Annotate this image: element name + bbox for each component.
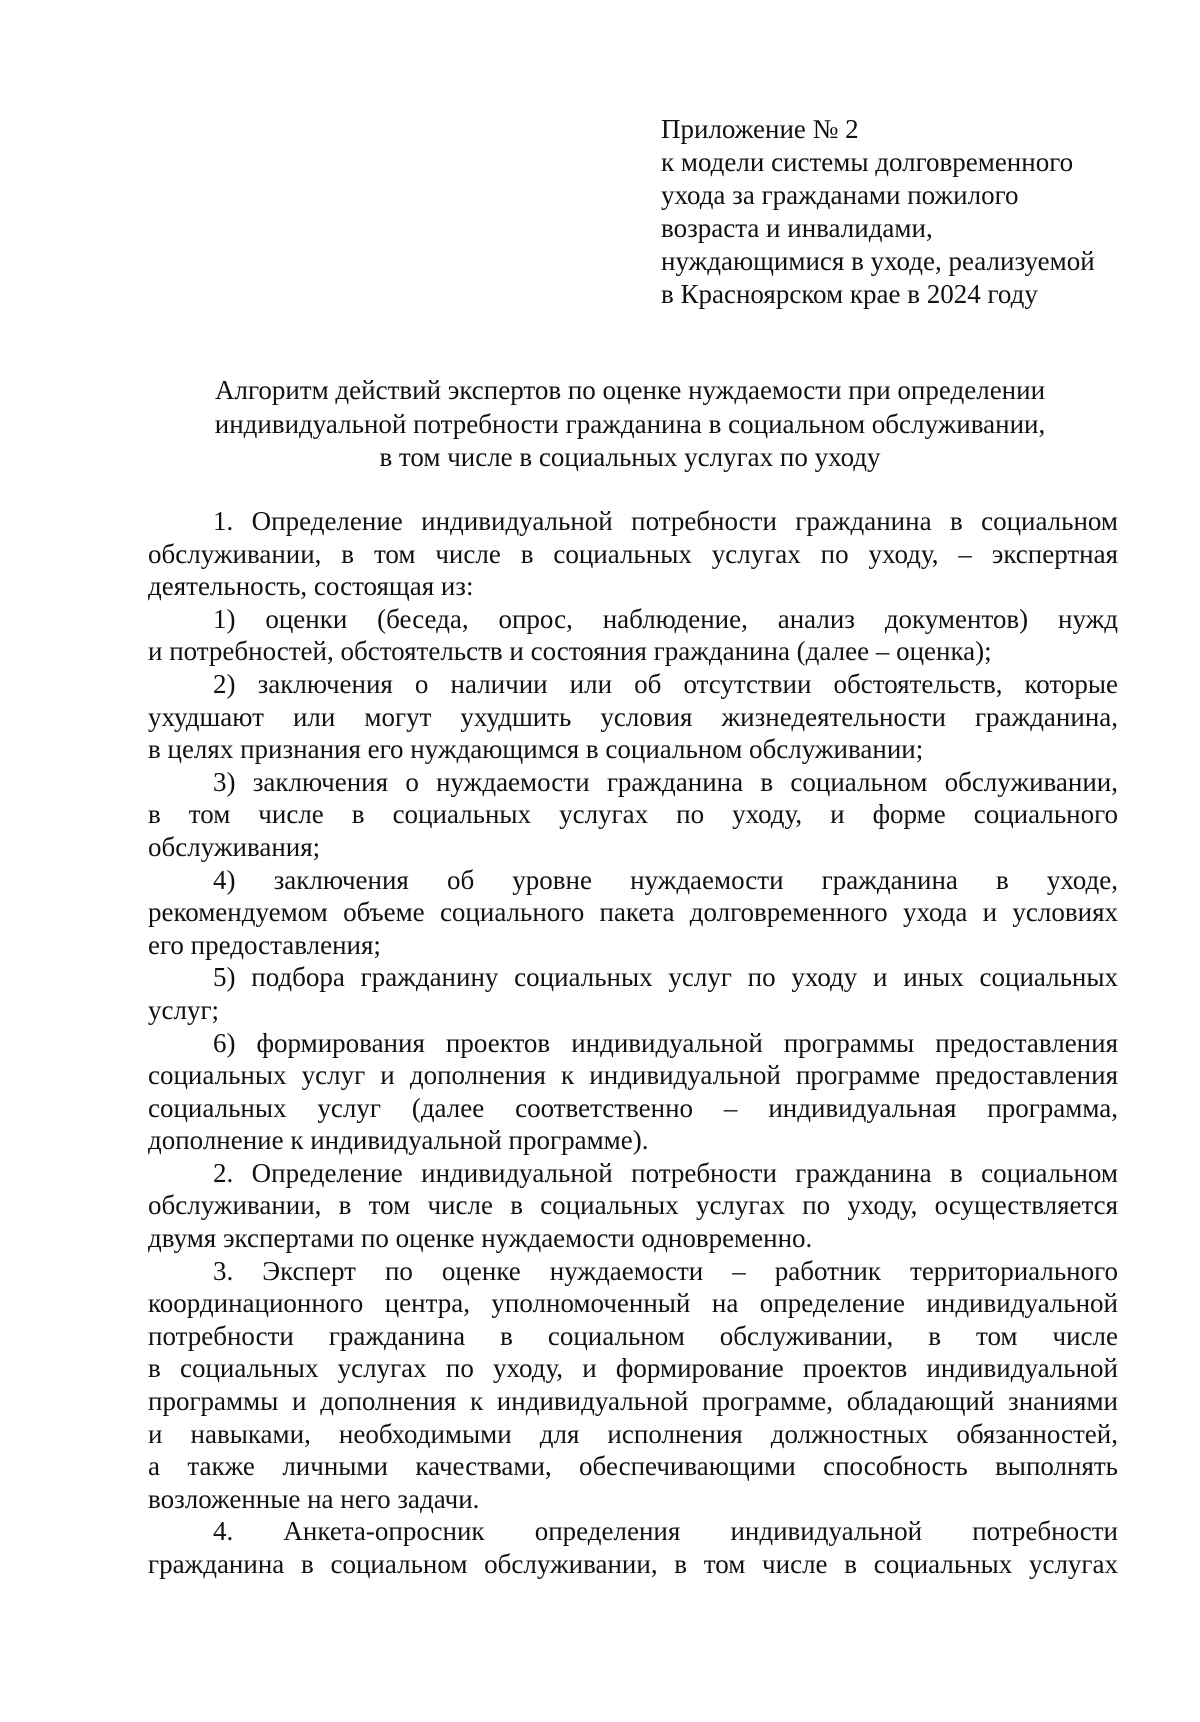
paragraph — [148, 668, 1118, 766]
paragraph-line: а также личными качествами, обеспечивающими способность выполнять — [148, 1451, 1118, 1482]
paragraph-line: возложенные на него задачи. — [148, 1483, 480, 1514]
paragraph — [148, 1027, 1118, 1157]
paragraph — [148, 766, 1118, 864]
title-line: Алгоритм действий экспертов по оценке нуждаемости при определении — [214, 375, 1046, 405]
title-line: индивидуальной потребности гражданина в социальном обслуживании, — [214, 408, 1046, 439]
paragraph-line: в том числе в социальных услугах по уходу, и форме социального — [148, 799, 1118, 830]
paragraph-line: программы и дополнения к индивидуальной программе, обладающий знаниями — [148, 1386, 1118, 1417]
paragraph-line: 1. Определение индивидуальной потребности гражданина в социальном — [213, 506, 1118, 536]
paragraph — [148, 603, 1118, 668]
paragraph — [148, 1515, 1118, 1580]
paragraph-line: деятельность, состоящая из: — [148, 571, 474, 602]
paragraph-line: в целях признания его нуждающимся в социальном обслуживании; — [148, 734, 924, 765]
title-line: в том числе в социальных услугах по уходу — [379, 442, 881, 472]
paragraph — [148, 1157, 1118, 1255]
paragraph-line: потребности гражданина в социальном обслуживании, в том числе — [148, 1320, 1118, 1351]
paragraph-line: услуг; — [148, 994, 220, 1025]
paragraph-line: 4) заключения об уровне нуждаемости гражданина в уходе, — [213, 864, 1118, 895]
paragraph — [148, 505, 1118, 603]
paragraph-line: 1) оценки (беседа, опрос, наблюдение, анализ документов) нужд — [213, 603, 1118, 634]
paragraph-line: дополнение к индивидуальной программе). — [148, 1125, 649, 1156]
paragraph-line: 2) заключения о наличии или об отсутствии обстоятельств, которые — [213, 668, 1118, 699]
paragraph-line: 2. Определение индивидуальной потребности гражданина в социальном — [213, 1157, 1118, 1188]
appendix-line: в Красноярском крае в 2024 году — [661, 279, 1038, 309]
paragraph — [148, 864, 1118, 962]
paragraph-line: гражданина в социальном обслуживании, в том числе в социальных услугах — [148, 1549, 1118, 1579]
paragraph-line: 4. Анкета-опросник определения индивидуальной потребности — [213, 1516, 1118, 1547]
paragraph — [148, 961, 1118, 1026]
paragraph-line: и потребностей, обстоятельств и состояния гражданина (далее – оценка); — [148, 636, 992, 667]
paragraph-line: социальных услуг и дополнения к индивидуальной программе предоставления — [148, 1060, 1118, 1091]
paragraph-line: его предоставления; — [148, 929, 381, 960]
paragraph-line: в социальных услугах по уходу, и формирование проектов индивидуальной — [148, 1353, 1118, 1384]
paragraph-line: координационного центра, уполномоченный на определение индивидуальной — [148, 1288, 1118, 1319]
appendix-line: нуждающимися в уходе, реализуемой — [661, 246, 1095, 276]
paragraph-line: социальных услуг (далее соответственно – индивидуальная программа, — [148, 1092, 1118, 1123]
appendix-header — [661, 113, 1141, 311]
paragraph-line: обслуживания; — [148, 831, 321, 862]
paragraph-line: обслуживании, в том числе в социальных услугах по уходу, осуществляется — [148, 1190, 1118, 1221]
paragraph-line: двумя экспертами по оценке нуждаемости одновременно. — [148, 1223, 813, 1254]
paragraph-line: 3. Эксперт по оценке нуждаемости – работник территориального — [213, 1255, 1118, 1286]
appendix-line: ухода за гражданами пожилого — [661, 180, 1019, 210]
appendix-line: к модели системы долговременного — [661, 147, 1074, 177]
paragraph-line: рекомендуемом объеме социального пакета долговременного ухода и условиях — [148, 897, 1118, 928]
paragraph-line: 5) подбора гражданину социальных услуг по уходу и иных социальных — [213, 962, 1118, 993]
appendix-line: Приложение № 2 — [661, 114, 859, 144]
appendix-line: возраста и инвалидами, — [661, 213, 933, 243]
paragraph — [148, 1255, 1118, 1516]
paragraph-line: 3) заключения о нуждаемости гражданина в социальном обслуживании, — [213, 766, 1118, 797]
document-title — [140, 374, 1120, 475]
document-body — [148, 505, 1118, 1581]
paragraph-line: ухудшают или могут ухудшить условия жизнедеятельности гражданина, — [148, 701, 1118, 732]
paragraph-line: и навыками, необходимыми для исполнения должностных обязанностей, — [148, 1418, 1118, 1449]
paragraph-line: обслуживании, в том числе в социальных услугах по уходу, – экспертная — [148, 538, 1118, 569]
paragraph-line: 6) формирования проектов индивидуальной программы предоставления — [213, 1027, 1118, 1058]
